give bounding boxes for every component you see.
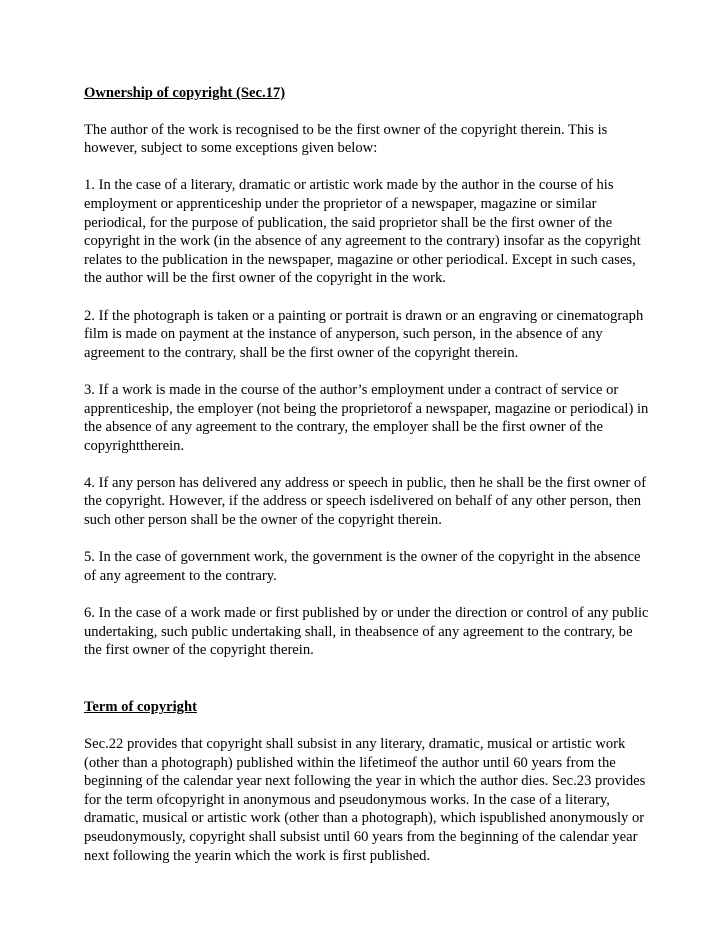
- exception-1-paragraph: 1. In the case of a literary, dramatic or artistic work made by the author in the course of his employment or apprenticeship under the proprietor of a newspaper, magazine or similar periodical, for the purpose of publication, the said proprietor shall be the first owner of the copyright in the work (in the absence of any agreement to the contrary) insofar as the copyright relates to the publication in the newspaper, magazine or other periodical. Except in such cases, the author will be the first owner of the copyright in the work.: [84, 177, 641, 287]
- term-paragraph: Sec.22 provides that copyright shall subsist in any literary, dramatic, musical or artistic work (other than a photograph) published within the lifetimeof the author until 60 years from the beginning of the calendar year next following the year in which the author dies. Sec.23 provides for the term ofcopyright in anonymous and pseudonymous works. In the case of a literary, dramatic, musical or artistic work (other than a photograph), which ispublished anonymously or pseudonymously, copyright shall subsist until 60 years from the beginning of the calendar year next following the yearin which the work is first published.: [84, 736, 646, 864]
- section-heading-term: Term of copyright: [84, 699, 197, 716]
- document-page: [84, 84, 652, 884]
- exception-3-paragraph: 3. If a work is made in the course of the author’s employment under a contract of service or apprenticeship, the employer (not being the proprietorof a newspaper, magazine or periodical) in the absence of any agreement to the contrary, the employer shall be the first owner of the copyrighttherein.: [84, 381, 649, 454]
- exception-6-paragraph: 6. In the case of a work made or first published by or under the direction or control of any public undertaking, such public undertaking shall, in theabsence of any agreement to the contrary, be the first owner of the copyright therein.: [84, 605, 649, 659]
- intro-paragraph: The author of the work is recognised to be the first owner of the copyright therein. This is however, subject to some exceptions given below:: [84, 121, 608, 157]
- section-spacer: [84, 678, 652, 698]
- exception-5-paragraph: 5. In the case of government work, the government is the owner of the copyright in the absence of any agreement to the contrary.: [84, 549, 641, 584]
- exception-4-paragraph: 4. If any person has delivered any address or speech in public, then he shall be the first owner of the copyright. However, if the address or speech isdelivered on behalf of any other person, then such other person shall be the owner of the copyright therein.: [84, 474, 647, 529]
- section-heading-ownership: Ownership of copyright (Sec.17): [84, 85, 286, 101]
- exception-2-paragraph: 2. If the photograph is taken or a painting or portrait is drawn or an engraving or cinematograph film is made on payment at the instance of anyperson, such person, in the absence of any agreement to the contrary, shall be the first owner of the copyright therein.: [84, 307, 644, 361]
